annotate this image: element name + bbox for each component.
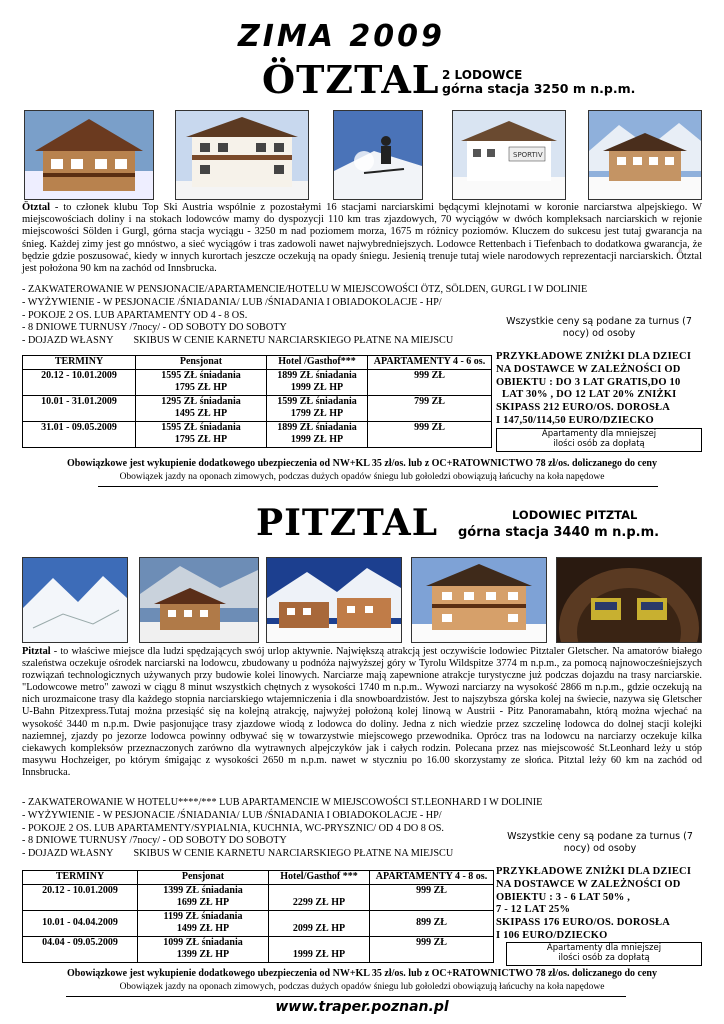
pension-hp: 1795 ZŁ HP <box>174 382 228 393</box>
table-row <box>23 395 492 421</box>
chalet-icon <box>412 558 546 642</box>
hotel-breakfast: 1899 ZŁ śniadania <box>277 421 357 433</box>
page-title: ZIMA 2009 <box>238 19 445 54</box>
otztal-price-table <box>22 355 492 448</box>
chalet-icon <box>25 111 153 199</box>
pitztal-insurance: Obowiązkowe jest wykupienie dodatkowego ubezpieczenia od NW+KL 35 zł/os. lub z OC+RATOWNICTWO 78 zł/os. doliczanego do ceny <box>67 968 657 979</box>
pitztal-bullet: - ZAKWATEROWANIE W HOTELU****/*** LUB APARTAMENCIE W MIEJSCOWOŚCI ST.LEONHARD I W DOLINIE <box>22 797 543 808</box>
discount-line: I 147,50/114,50 EURO/DZIECKO <box>496 414 654 426</box>
discount-line: PRZYKŁADOWE ZNIŻKI DLA DZIECI <box>496 866 692 877</box>
pension-breakfast: 1295 ZŁ śniadania <box>161 395 241 407</box>
pension-hp: 1795 ZŁ HP <box>174 434 228 445</box>
hotel-breakfast: 1899 ZŁ śniadania <box>277 369 357 381</box>
term-cell: 10.01 - 31.01.2009 <box>23 395 136 421</box>
pitztal-top-station: górna stacja 3440 m n.p.m. <box>458 525 660 540</box>
otztal-discounts <box>496 351 702 428</box>
otztal-description-text: - to członek klubu Top Ski Austria wspólnie z pozostałymi 16 stacjami narciarskimi będącymi klejnotami w koronie narciarstwa alpejskiego. W miejscowościach doliny i na stokach lodowców mamy do dyspozycji 110 km tras zjazdowych, 70 wyciągów w dwóch kompleksach narciarskich w rejonie miejscowości Sölden i Gurgl, górna stacja wyciągu - 3250 m nad poziomem morza, 1675 m różnicy poziomów. Kluczem do sukcesu jest tutaj gwarancja na śnieg. Każdej zimy jest go mnóstwo, a sieć wyciągów i tras zadowoli nawet najwybredniejszych. Lodowce Rettenbach i Tiefenbach to dodatkowa gwarancja, że będzie gdzie poszusować, kiedy w innych kurortach jeszcze oczekują na opady śniegu. Jesienią trenuje tutaj wiele narodowych reprezentacji narciarskich. Ötztal jest położona 90 km na zachód od Innsbrucka. <box>22 202 702 275</box>
discount-line: 7 - 12 LAT 25% <box>496 904 571 916</box>
table-row <box>23 369 492 395</box>
otztal-insurance: Obowiązkowe jest wykupienie dodatkowego ubezpieczenia od NW+KL 35 zł/os. lub z OC+RATOWNICTWO 78 zł/os. doliczanego do ceny <box>67 458 657 469</box>
website-link[interactable]: www.traper.poznan.pl <box>275 999 449 1015</box>
pension-cell <box>138 936 269 962</box>
apartment-cell: 999 ZŁ <box>370 936 494 962</box>
table-header: TERMINY <box>23 871 138 885</box>
discount-line: I 106 EURO/DZIECKO <box>496 929 608 941</box>
pension-breakfast: 1595 ZŁ śniadania <box>161 421 241 433</box>
otztal-bullets <box>22 284 588 348</box>
svg-text:SPORTIV: SPORTIV <box>513 151 543 159</box>
hotel-hp: 1999 ZŁ HP <box>292 949 346 960</box>
hotel-icon <box>176 111 308 199</box>
metro-photo <box>556 557 702 643</box>
discount-line: PRZYKŁADOWE ZNIŻKI DLA DZIECI <box>496 351 692 362</box>
pension-cell <box>138 910 269 936</box>
pension-breakfast: 1595 ZŁ śniadania <box>161 369 241 381</box>
pitztal-description-lead: Pitztal <box>22 646 51 657</box>
otztal-apartment-box <box>496 428 702 452</box>
skier-photo <box>333 110 423 200</box>
discount-line: LAT 30% , DO 12 LAT 20% ZNIŻKI <box>502 389 677 401</box>
discount-line: OBIEKTU : 3 - 6 LAT 50% , <box>496 891 631 903</box>
pension-breakfast: 1099 ZŁ śniadania <box>163 936 243 948</box>
sport-hotel-icon <box>453 111 565 199</box>
discount-line: NA DOSTAWCE W ZALEŻNOŚCI OD <box>496 878 681 890</box>
otztal-bullet: - DOJAZD WŁASNY SKIBUS W CENIE KARNETU NARCIARSKIEGO PŁATNE NA MIEJSCU <box>22 335 454 347</box>
box-line: ilości osób za dopłatą <box>553 439 645 449</box>
otztal-top-station: górna stacja 3250 m n.p.m. <box>442 81 636 96</box>
pension-hp: 1495 ZŁ HP <box>174 408 228 419</box>
otztal-chains: Obowiązek jazdy na oponach zimowych, podczas dużych opadów śniegu lub gołoledzi obowiązują łańcuchy na koła napędowe <box>119 472 605 482</box>
term-cell: 31.01 - 09.05.2009 <box>23 421 136 447</box>
term-cell: 04.04 - 09.05.2009 <box>23 936 138 962</box>
pitztal-price-note: Wszystkie ceny są podane za turnus (7 nocy) od osoby <box>507 831 693 854</box>
apartment-cell: 999 ZŁ <box>368 369 492 395</box>
box-line: Apartamenty dla mniejszej <box>546 943 662 953</box>
pension-cell <box>136 395 267 421</box>
box-line: Apartamenty dla mniejszej <box>541 429 657 439</box>
pitztal-bullet: - 8 DNIOWE TURNUSY /7nocy/ - OD SOBOTY DO SOBOTY <box>22 835 287 847</box>
hotel-hp: 2099 ZŁ HP <box>292 923 346 934</box>
table-row <box>23 936 494 962</box>
otztal-glaciers: 2 LODOWCE <box>442 68 523 82</box>
hotel-cell <box>269 910 370 936</box>
term-cell: 20.12 - 10.01.2009 <box>23 884 138 910</box>
hotel-hp: 1799 ZŁ HP <box>290 408 344 419</box>
pitztal-description-text: - to właściwe miejsce dla ludzi spędzających swój urlop aktywnie. Największą atrakcją jest oczywiście lodowiec Pitztaler Gletscher. Na amatorów białego szaleństwa oczekuje ośrodek narciarski na lodowcu, zbudowany u podnóża najwyższej góry w Tyrolu Wildspitze 3774 m n.p.m., za pomocą najnowocześniejszych rozwiązań technologicznych używanych przy budowie kolei linowych. Narciarze mają zapewnione atrakcje turystyczne już podczas dojazdu na trasy narciarskie. "Lodowcowe metro" zawozi w ciągu 8 minut wszystkich chętnych z wysokości 1740 m n.p.m.. Wywozi narciarzy na wysokość 2866 m n.p.m., gdzie oczekują na nich urozmaicone trasy dla każdego stopnia narciarskiego wtajemniczenia i dla snowboardzistów. Jest to najszybsza górska kolej na świecie, nazywa się Gletscher U-Bahn Pitzexpress.Tutaj można przesiąść się na kolejną atrakcję, najwyżej położoną kolej linową w Austrii - Pitz Panoramabahn, którą można wjechać na wysokość 3440 m n.p.m. Dwie pasjonujące trasy zjazdowe wiodą z lodowca do doliny. Jedna z nich wiedzie przez szczelinę lodowca do dolnej stacji kolejki naziemnej, zjazdy po jezorze lodowca powinny odbywać się w towarzystwie miejscowego przewodnika. Oprócz tras na lodowcu na narciarzy oczekuje kilka ciekawych kompleksów przeznaczonych zarówno dla wytrawnych alpejczyków jak i całych rodzin. Polecana przez nas miejscowość St.Leonhard leży u stóp masywu Hochzeiger, po którym śmigając z wysokości 2650 m n.p.m. nawet w styczniu po 16.00 skorzystamy ze słońca. Pitztal leży 60 km na zachód od Innsbrucka. <box>22 646 702 778</box>
term-cell: 20.12 - 10.01.2009 <box>23 369 136 395</box>
pension-hp: 1499 ZŁ HP <box>176 923 230 934</box>
pension-cell <box>136 369 267 395</box>
pitztal-chalet-photo <box>411 557 547 643</box>
box-line: ilości osób za dopłatą <box>558 953 650 963</box>
pitztal-glacier: LODOWIEC PITZTAL <box>512 508 638 522</box>
skier-icon <box>334 111 422 199</box>
pitztal-description <box>22 646 702 779</box>
pension-breakfast: 1199 ZŁ śniadania <box>163 910 243 922</box>
apartment-cell: 899 ZŁ <box>370 910 494 936</box>
apartment-cell: 799 ZŁ <box>368 395 492 421</box>
pension-breakfast: 1399 ZŁ śniadania <box>163 884 243 896</box>
otztal-bullet: - POKOJE 2 OS. LUB APARTAMENTY OD 4 - 8 OS. <box>22 309 248 321</box>
otztal-bullet: - 8 DNIOWE TURNUSY /7nocy/ - OD SOBOTY DO SOBOTY <box>22 322 287 334</box>
table-header: TERMINY <box>23 356 136 370</box>
pitztal-bullet: - WYŻYWIENIE - W PESJONACIE /ŚNIADANIA/ LUB /ŚNIADANIA I OBIADOKOLACJE - HP/ <box>22 809 442 821</box>
hotel-cell <box>269 884 370 910</box>
resort-photo <box>266 557 402 643</box>
village-photo <box>139 557 259 643</box>
table-header: APARTAMENTY 4 - 8 os. <box>370 871 494 885</box>
table-header: Pensjonat <box>138 871 269 885</box>
table-header: Pensjonat <box>136 356 267 370</box>
table-header: Hotel/Gasthof *** <box>269 871 370 885</box>
apartment-cell: 999 ZŁ <box>370 884 494 910</box>
table-header: APARTAMENTY 4 - 6 os. <box>368 356 492 370</box>
pitztal-discounts <box>496 866 702 943</box>
hotel-hp: 1999 ZŁ HP <box>290 382 344 393</box>
footer-divider <box>66 996 626 997</box>
pension-hp: 1699 ZŁ HP <box>176 897 230 908</box>
section-divider <box>98 486 658 487</box>
hotel-cell <box>269 936 370 962</box>
pitztal-chains: Obowiązek jazdy na oponach zimowych, podczas dużych opadów śniegu lub gołoledzi obowiązują łańcuchy na koła napędowe <box>119 982 605 992</box>
resort-icon <box>267 558 401 642</box>
hotel-cell <box>267 369 368 395</box>
hotel-photo <box>175 110 309 200</box>
metro-tunnel-icon <box>557 558 701 642</box>
table-header-row <box>23 356 492 370</box>
chalet-photo <box>24 110 154 200</box>
hotel-cell <box>267 395 368 421</box>
mountain-hotel-icon <box>589 111 701 199</box>
hotel-hp: 2299 ZŁ HP <box>292 897 346 908</box>
mountain-hotel-photo <box>588 110 702 200</box>
pitztal-price-table <box>22 870 494 963</box>
otztal-price-note: Wszystkie ceny są podane za turnus (7 nocy) od osoby <box>506 316 692 339</box>
pitztal-bullet: - POKOJE 2 OS. LUB APARTAMENTY/SYPIALNIA, KUCHNIA, WC-PRYSZNIC/ OD 4 DO 8 OS. <box>22 822 444 834</box>
village-icon <box>140 558 258 642</box>
discount-line: NA DOSTAWCE W ZALEŻNOŚCI OD <box>496 363 681 375</box>
otztal-title: ÖTZTAL <box>262 57 440 102</box>
glacier-photo <box>22 557 128 643</box>
table-header-row <box>23 871 494 885</box>
otztal-bullet: - WYŻYWIENIE - W PESJONACIE /ŚNIADANIA/ LUB /ŚNIADANIA I OBIADOKOLACJE - HP/ <box>22 296 442 308</box>
pension-cell <box>138 884 269 910</box>
table-row <box>23 421 492 447</box>
sport-hotel-photo <box>452 110 566 200</box>
otztal-description <box>22 202 702 275</box>
discount-line: SKIPASS 176 EURO/OS. DOROSŁA <box>496 917 671 929</box>
hotel-hp: 1999 ZŁ HP <box>290 434 344 445</box>
glacier-icon <box>23 558 127 642</box>
pitztal-apartment-box <box>506 942 702 966</box>
table-header: Hotel /Gasthof*** <box>267 356 368 370</box>
apartment-cell: 999 ZŁ <box>368 421 492 447</box>
pension-cell <box>136 421 267 447</box>
pitztal-bullets <box>22 797 542 861</box>
hotel-breakfast: 1599 ZŁ śniadania <box>277 395 357 407</box>
discount-line: SKIPASS 212 EURO/OS. DOROSŁA <box>496 402 671 414</box>
discount-line: OBIEKTU : DO 3 LAT GRATIS,DO 10 <box>496 376 681 388</box>
table-row <box>23 884 494 910</box>
table-row <box>23 910 494 936</box>
otztal-bullet: - ZAKWATEROWANIE W PENSJONACIE/APARTAMENCIE/HOTELU W MIEJSCOWOŚCI ÖTZ, SÖLDEN, GURGL I W DOLINIE <box>22 284 588 295</box>
pension-hp: 1399 ZŁ HP <box>176 949 230 960</box>
pitztal-bullet: - DOJAZD WŁASNY SKIBUS W CENIE KARNETU NARCIARSKIEGO PŁATNE NA MIEJSCU <box>22 848 454 860</box>
term-cell: 10.01 - 04.04.2009 <box>23 910 138 936</box>
otztal-description-lead: Ötztal <box>22 202 50 213</box>
pitztal-title: PITZTAL <box>256 502 439 544</box>
hotel-cell <box>267 421 368 447</box>
